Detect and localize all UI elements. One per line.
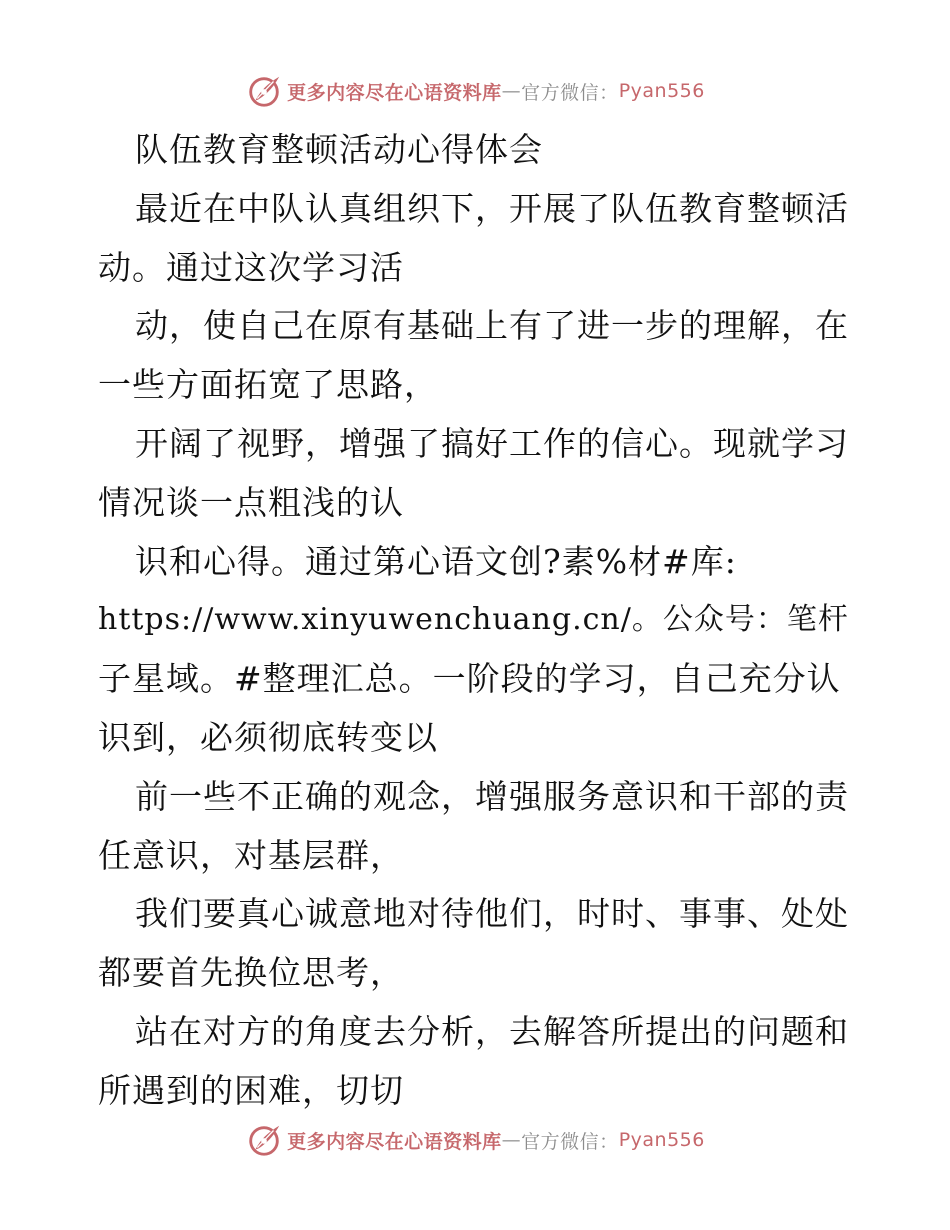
watermark-separator: — bbox=[501, 1129, 522, 1151]
text-line: 动，使自己在原有基础上有了进一步的理解，在 bbox=[135, 306, 849, 346]
text-line: 识和心得。通过第心语文创?素%材#库: bbox=[135, 541, 737, 581]
feather-pen-logo-icon bbox=[245, 72, 283, 110]
watermark-header bbox=[0, 69, 950, 113]
document-title: 队伍教育整顿活动心得体会 bbox=[135, 130, 543, 169]
feather-pen-logo-icon bbox=[245, 1121, 283, 1159]
text-line: 所遇到的困难，切切 bbox=[98, 1070, 404, 1110]
watermark-id: Pyan556 bbox=[618, 80, 705, 102]
watermark-main-text: 更多内容尽在心语资料库 bbox=[287, 81, 502, 104]
watermark-separator: — bbox=[501, 80, 522, 102]
watermark-id: Pyan556 bbox=[618, 1129, 705, 1151]
text-line: 任意识，对基层群， bbox=[98, 835, 404, 875]
text-line: 子星域。#整理汇总。一阶段的学习，自己充分认 bbox=[98, 659, 841, 699]
text-line: 一些方面拓宽了思路， bbox=[98, 365, 438, 405]
watermark-footer bbox=[0, 1118, 950, 1162]
text-line: 都要首先换位思考， bbox=[98, 953, 404, 993]
text-line: 前一些不正确的观念，增强服务意识和干部的责 bbox=[135, 776, 849, 816]
document-body bbox=[98, 121, 858, 1121]
text-line: 我们要真心诚意地对待他们，时时、事事、处处 bbox=[135, 894, 849, 934]
text-line: 情况谈一点粗浅的认 bbox=[98, 482, 404, 522]
text-line: 开阔了视野，增强了搞好工作的信心。现就学习 bbox=[135, 423, 849, 463]
watermark-main-text: 更多内容尽在心语资料库 bbox=[287, 1130, 502, 1153]
text-line-url: https://www.xinyuwenchuang.cn/。公众号：笔杆 bbox=[98, 602, 849, 638]
watermark-label: 官方微信： bbox=[521, 1130, 619, 1153]
watermark-label: 官方微信： bbox=[521, 81, 619, 104]
text-line: 最近在中队认真组织下，开展了队伍教育整顿活 bbox=[135, 188, 849, 228]
text-line: 站在对方的角度去分析，去解答所提出的问题和 bbox=[135, 1011, 849, 1051]
text-line: 识到，必须彻底转变以 bbox=[98, 717, 438, 757]
text-line: 动。通过这次学习活 bbox=[98, 247, 404, 287]
